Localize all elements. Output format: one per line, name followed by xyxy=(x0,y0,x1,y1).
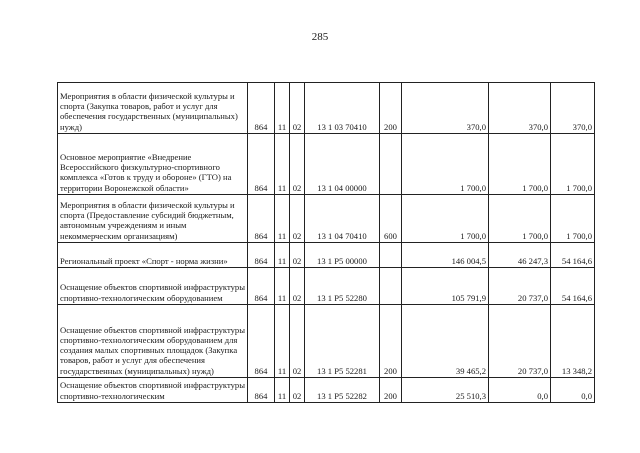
pr-cell: 02 xyxy=(290,243,305,268)
pr-cell: 02 xyxy=(290,305,305,378)
rz-cell: 11 xyxy=(275,243,290,268)
row-name: Мероприятия в области физической культуры и спорта (Предоставление субсидий бюджетным, автономным учреждениям и иным некоммерческим организациям) xyxy=(58,195,248,243)
grbs-cell: 864 xyxy=(248,305,275,378)
grbs-cell: 864 xyxy=(248,378,275,403)
csr-cell: 13 1 04 00000 xyxy=(305,134,380,195)
row-name: Оснащение объектов спортивной инфраструктуры спортивно-технологическим оборудованием для создания малых спортивных площадок (Закупка товаров, работ и услуг для обеспечения государственных (муниципальных) нужд) xyxy=(58,305,248,378)
csr-cell: 13 1 04 70410 xyxy=(305,195,380,243)
year3-cell: 54 164,6 xyxy=(551,243,595,268)
vr-cell: 200 xyxy=(380,378,402,403)
year2-cell: 0,0 xyxy=(489,378,551,403)
pr-cell: 02 xyxy=(290,134,305,195)
year3-cell: 1 700,0 xyxy=(551,134,595,195)
pr-cell: 02 xyxy=(290,378,305,403)
rz-cell: 11 xyxy=(275,134,290,195)
year2-cell: 20 737,0 xyxy=(489,305,551,378)
csr-cell: 13 1 P5 52282 xyxy=(305,378,380,403)
rz-cell: 11 xyxy=(275,268,290,305)
vr-cell: 200 xyxy=(380,305,402,378)
grbs-cell: 864 xyxy=(248,195,275,243)
year2-cell: 1 700,0 xyxy=(489,195,551,243)
year3-cell: 0,0 xyxy=(551,378,595,403)
year2-cell: 20 737,0 xyxy=(489,268,551,305)
year1-cell: 146 004,5 xyxy=(402,243,489,268)
pr-cell: 02 xyxy=(290,83,305,134)
table-row xyxy=(58,305,595,378)
table-row xyxy=(58,195,595,243)
pr-cell: 02 xyxy=(290,195,305,243)
year1-cell: 370,0 xyxy=(402,83,489,134)
table-row xyxy=(58,83,595,134)
row-name: Оснащение объектов спортивной инфраструктуры спортивно-технологическим xyxy=(58,378,248,403)
row-name: Основное мероприятие «Внедрение Всероссийского физкультурно-спортивного комплекса «Готов к труду и обороне» (ГТО) на территории Воронежской области» xyxy=(58,134,248,195)
year1-cell: 39 465,2 xyxy=(402,305,489,378)
vr-cell xyxy=(380,134,402,195)
vr-cell: 200 xyxy=(380,83,402,134)
year1-cell: 25 510,3 xyxy=(402,378,489,403)
year1-cell: 1 700,0 xyxy=(402,134,489,195)
year3-cell: 13 348,2 xyxy=(551,305,595,378)
rz-cell: 11 xyxy=(275,378,290,403)
csr-cell: 13 1 03 70410 xyxy=(305,83,380,134)
year3-cell: 1 700,0 xyxy=(551,195,595,243)
table-row xyxy=(58,268,595,305)
csr-cell: 13 1 P5 00000 xyxy=(305,243,380,268)
budget-table xyxy=(57,82,595,403)
rz-cell: 11 xyxy=(275,195,290,243)
vr-cell: 600 xyxy=(380,195,402,243)
grbs-cell: 864 xyxy=(248,83,275,134)
rz-cell: 11 xyxy=(275,83,290,134)
table-row xyxy=(58,378,595,403)
year2-cell: 46 247,3 xyxy=(489,243,551,268)
page-number: 285 xyxy=(311,31,329,43)
year1-cell: 105 791,9 xyxy=(402,268,489,305)
csr-cell: 13 1 P5 52280 xyxy=(305,268,380,305)
pr-cell: 02 xyxy=(290,268,305,305)
year1-cell: 1 700,0 xyxy=(402,195,489,243)
year2-cell: 1 700,0 xyxy=(489,134,551,195)
year2-cell: 370,0 xyxy=(489,83,551,134)
grbs-cell: 864 xyxy=(248,268,275,305)
rz-cell: 11 xyxy=(275,305,290,378)
table-row xyxy=(58,243,595,268)
row-name: Мероприятия в области физической культуры и спорта (Закупка товаров, работ и услуг для обеспечения государственных (муниципальных) нужд) xyxy=(58,83,248,134)
table-row xyxy=(58,134,595,195)
grbs-cell: 864 xyxy=(248,134,275,195)
grbs-cell: 864 xyxy=(248,243,275,268)
year3-cell: 370,0 xyxy=(551,83,595,134)
year3-cell: 54 164,6 xyxy=(551,268,595,305)
vr-cell xyxy=(380,243,402,268)
row-name: Региональный проект «Спорт - норма жизни» xyxy=(58,243,248,268)
row-name: Оснащение объектов спортивной инфраструктуры спортивно-технологическим оборудованием xyxy=(58,268,248,305)
csr-cell: 13 1 P5 52281 xyxy=(305,305,380,378)
vr-cell xyxy=(380,268,402,305)
